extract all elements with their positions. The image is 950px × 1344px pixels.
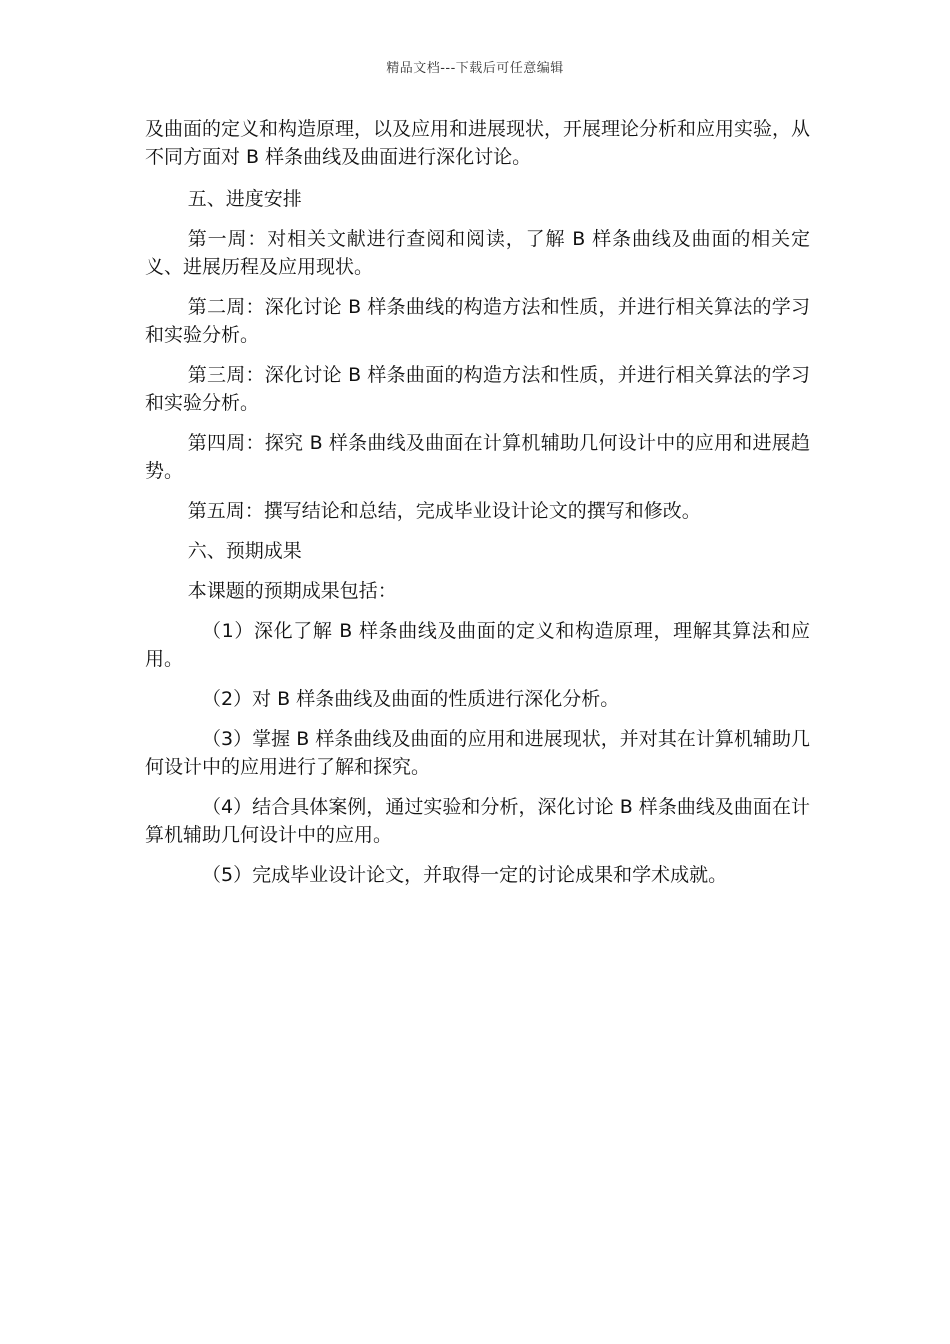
paragraph-continuation: 及曲面的定义和构造原理，以及应用和进展现状，开展理论分析和应用实验，从不同方面对 B 样条曲线及曲面进行深化讨论。 <box>145 118 811 168</box>
page-header: 精品文档---下载后可任意编辑 <box>386 61 564 76</box>
outcome-item-2: （2）对 B 样条曲线及曲面的性质进行深化分析。 <box>202 688 620 710</box>
schedule-week-5: 第五周：撰写结论和总结，完成毕业设计论文的撰写和修改。 <box>187 500 701 522</box>
document-body <box>145 115 810 901</box>
schedule-week-4: 第四周：探究 B 样条曲线及曲面在计算机辅助几何设计中的应用和进展趋势。 <box>145 432 810 482</box>
outcome-item-4: （4）结合具体案例，通过实验和分析，深化讨论 B 样条曲线及曲面在计算机辅助几何设计中的应用。 <box>145 796 810 846</box>
schedule-week-3: 第三周：深化讨论 B 样条曲面的构造方法和性质，并进行相关算法的学习和实验分析。 <box>145 364 810 414</box>
schedule-week-1: 第一周：对相关文献进行查阅和阅读，了解 B 样条曲线及曲面的相关定义、进展历程及应用现状。 <box>145 228 810 278</box>
section-heading-schedule: 五、进度安排 <box>187 188 302 210</box>
schedule-week-2: 第二周：深化讨论 B 样条曲线的构造方法和性质，并进行相关算法的学习和实验分析。 <box>145 296 810 346</box>
outcome-item-3: （3）掌握 B 样条曲线及曲面的应用和进展现状，并对其在计算机辅助几何设计中的应用进行了解和探究。 <box>145 728 810 778</box>
section-heading-outcomes: 六、预期成果 <box>187 540 302 562</box>
outcome-item-1: （1）深化了解 B 样条曲线及曲面的定义和构造原理，理解其算法和应用。 <box>145 620 810 670</box>
outcomes-intro: 本课题的预期成果包括： <box>187 580 397 602</box>
outcome-item-5: （5）完成毕业设计论文，并取得一定的讨论成果和学术成就。 <box>202 864 728 886</box>
